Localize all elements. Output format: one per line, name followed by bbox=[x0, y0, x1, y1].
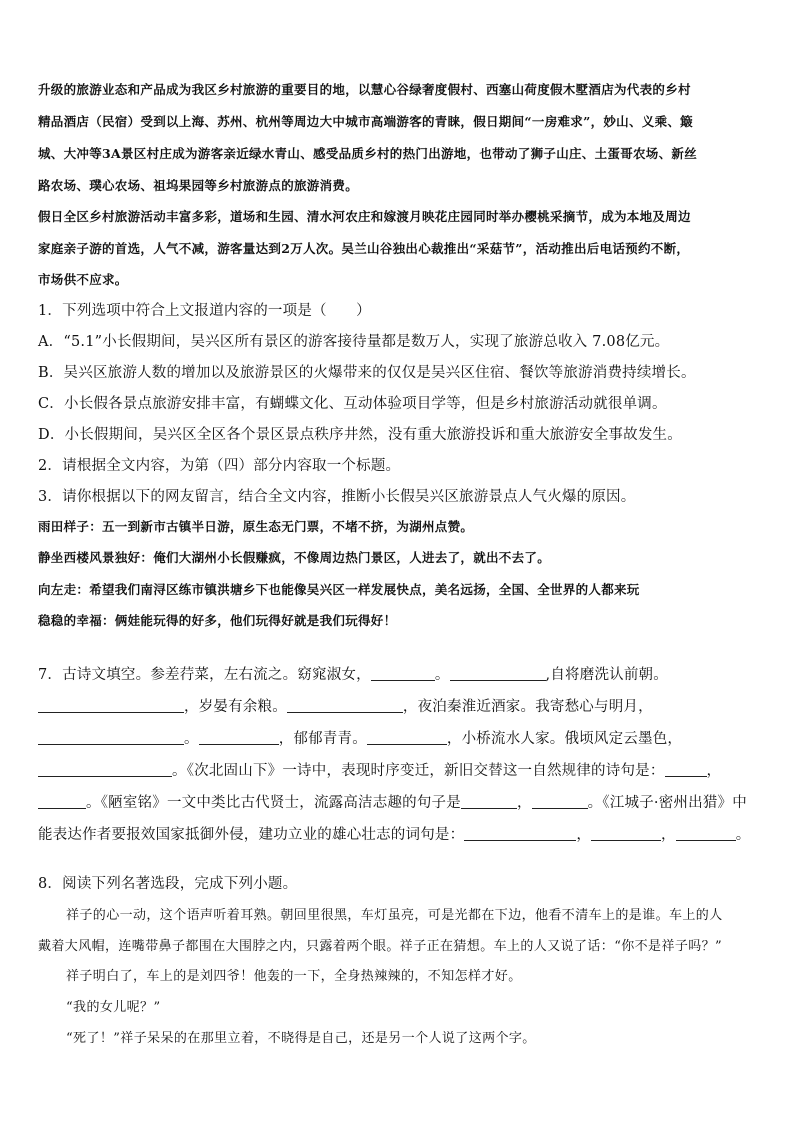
question-1-option-d: D．小长假期间，吴兴区全区各个景区景点秩序井然，没有重大旅游投诉和重大旅游安全事故发生。 bbox=[38, 427, 682, 443]
excerpt-paragraph: “死了！”祥子呆呆的在那里立着，不晓得是自己，还是另一个人说了这两个字。 bbox=[66, 1031, 536, 1046]
question-7-text: 。 bbox=[434, 667, 450, 683]
question-7-line bbox=[38, 826, 750, 843]
netizen-comment: 稳稳的幸福：俩娃能玩得的好多，他们玩得好就是我们玩得好！ bbox=[38, 613, 397, 628]
question-7-text: ， bbox=[661, 827, 676, 843]
passage-line: 城、大冲等3A景区村庄成为游客亲近绿水青山、感受品质乡村的热门出游地，也带动了狮子山庄、土蛋哥农场、新丝 bbox=[38, 146, 697, 161]
passage-line: 家庭亲子游的首选，人气不减，游客量达到2万人次。吴兰山谷独出心裁推出“采菇节”，活动推出后电话预约不断， bbox=[38, 241, 690, 256]
question-7-line bbox=[38, 762, 721, 779]
question-7-text: ,自将磨洗认前朝。 bbox=[545, 667, 668, 683]
passage-line: 精品酒店（民宿）受到以上海、苏州、杭州等周边大中城市高端游客的青睐，假日期间“一房难求”，妙山、义乘、簸 bbox=[38, 114, 693, 129]
question-7-line bbox=[38, 730, 682, 747]
question-7-line bbox=[38, 794, 747, 811]
question-7-text: 。 bbox=[735, 827, 751, 843]
answer-blank[interactable] bbox=[371, 666, 435, 681]
question-7-text: ， bbox=[706, 763, 722, 779]
question-7-text: ， bbox=[516, 795, 532, 811]
question-7-line bbox=[38, 666, 668, 683]
question-7-text: ， bbox=[576, 827, 592, 843]
question-7-text: ，郁郁青青。 bbox=[278, 731, 367, 747]
answer-blank[interactable] bbox=[461, 794, 517, 809]
question-1-stem: 1．下列选项中符合上文报道内容的一项是（ ） bbox=[38, 303, 371, 319]
excerpt-paragraph: 祥子的心一动，这个语声听着耳熟。朝回里很黑，车灯虽亮，可是光都在下边，他看不清车上的是谁。车上的人 bbox=[66, 908, 723, 923]
answer-blank[interactable] bbox=[676, 826, 736, 841]
excerpt-paragraph: 戴着大风帽，连嘴带鼻子都围在大围脖之内，只露着两个眼。祥子正在猜想。车上的人又说了话：“你不是祥子吗？” bbox=[38, 939, 723, 954]
question-7-text: 。《陋室铭》一文中类比古代贤士，流露高洁志趣的句子是 bbox=[86, 795, 461, 811]
answer-blank[interactable] bbox=[38, 730, 184, 745]
passage-line: 升级的旅游业态和产品成为我区乡村旅游的重要目的地，以慧心谷绿奢度假村、西塞山荷度假木墅酒店为代表的乡村 bbox=[38, 82, 691, 97]
passage-line: 假日全区乡村旅游活动丰富多彩，道场和生园、清水河农庄和嫁渡月映花庄园同时举办樱桃采摘节，成为本地及周边 bbox=[38, 209, 691, 224]
passage-line: 市场供不应求。 bbox=[38, 272, 128, 287]
question-7-text: ，小桥流水人家。俄顷风定云墨色， bbox=[446, 731, 683, 747]
question-7-text: 7．古诗文填空。参差荇菜，左右流之。窈窕淑女， bbox=[38, 667, 371, 683]
answer-blank[interactable] bbox=[450, 666, 546, 681]
question-1-option-a: A．“5.1”小长假期间，吴兴区所有景区的游客接待量都是数万人，实现了旅游总收入 7.08亿元。 bbox=[38, 334, 670, 350]
answer-blank[interactable] bbox=[532, 794, 588, 809]
question-7-text: ，岁晏有余粮。 bbox=[184, 699, 287, 715]
netizen-comment: 向左走：希望我们南浔区练市镇洪塘乡下也能像吴兴区一样发展快点，美名远扬，全国、全世界的人都来玩 bbox=[38, 582, 640, 597]
question-7-text: ，夜泊秦淮近酒家。我寄愁心与明月， bbox=[402, 699, 653, 715]
question-1-option-c: C．小长假各景点旅游安排丰富，有蝴蝶文化、互动体验项目学等，但是乡村旅游活动就很单调。 bbox=[38, 396, 667, 412]
question-7-text: 。《江城子·密州出猎》中 bbox=[587, 795, 747, 811]
question-3-stem: 3．请你根据以下的网友留言，结合全文内容，推断小长假吴兴区旅游景点人气火爆的原因。 bbox=[38, 489, 636, 505]
question-7-text: 。 bbox=[184, 731, 199, 747]
answer-blank[interactable] bbox=[367, 730, 447, 745]
netizen-comment: 雨田样子：五一到新市古镇半日游，原生态无门票，不堵不挤，为湖州点赞。 bbox=[38, 519, 474, 534]
question-2-stem: 2．请根据全文内容，为第（四）部分内容取一个标题。 bbox=[38, 458, 401, 474]
question-1-option-b: B．吴兴区旅游人数的增加以及旅游景区的火爆带来的仅仅是吴兴区住宿、餐饮等旅游消费持续增长。 bbox=[38, 365, 696, 381]
answer-blank[interactable] bbox=[591, 826, 661, 841]
question-7-line bbox=[38, 698, 653, 715]
answer-blank[interactable] bbox=[38, 762, 172, 777]
excerpt-paragraph: 祥子明白了，车上的是刘四爷！他轰的一下，全身热辣辣的，不知怎样才好。 bbox=[66, 969, 522, 984]
netizen-comment: 静坐西楼风景独好：俺们大湖州小长假赚疯，不像周边热门景区，人进去了，就出不去了。 bbox=[38, 550, 551, 565]
excerpt-paragraph: “我的女儿呢？” bbox=[66, 1000, 161, 1015]
answer-blank[interactable] bbox=[287, 698, 403, 713]
answer-blank[interactable] bbox=[38, 698, 184, 713]
answer-blank[interactable] bbox=[38, 794, 86, 809]
answer-blank[interactable] bbox=[464, 826, 576, 841]
question-7-text: 。《次北固山下》一诗中，表现时序变迁，新旧交替这一自然规律的诗句是： bbox=[172, 763, 665, 779]
answer-blank[interactable] bbox=[199, 730, 279, 745]
passage-line: 路农场、璞心农场、祖坞果园等乡村旅游点的旅游消费。 bbox=[38, 178, 359, 193]
answer-blank[interactable] bbox=[665, 762, 707, 777]
question-7-text: 能表达作者要报效国家抵御外侵，建功立业的雄心壮志的词句是： bbox=[38, 827, 465, 843]
question-8-stem: 8．阅读下列名著选段，完成下列小题。 bbox=[38, 876, 298, 892]
